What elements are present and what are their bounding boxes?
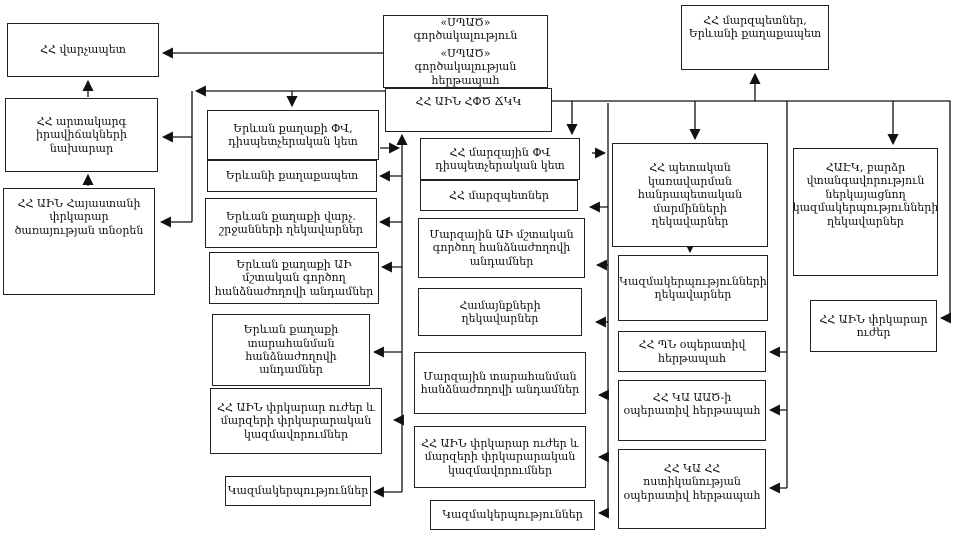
node-marz-es-commission xyxy=(418,218,585,278)
node-mes-rescue-forces-label: ՀՀ ԱԻՆ փրկարար ուժեր xyxy=(819,312,928,339)
node-yerevan-es-commission xyxy=(209,252,379,304)
node-marzpets xyxy=(420,180,578,211)
node-community-heads-label: Համայնքների ղեկավարներ xyxy=(459,298,541,325)
node-state-administration-heads xyxy=(612,143,768,247)
node-marz-dispatch-point-label: ՀՀ մարզային ՓՎ դիսպետչերական կետ xyxy=(435,145,565,172)
node-marz-es-commission-label: Մարզային ԱԻ մշտական գործող հանձնաժողովի անդամներ xyxy=(429,227,574,268)
node-yerevan-dispatch-point xyxy=(207,110,379,160)
node-crisis-management-center-label: ՀՀ ԱԻՆ ՀՓԾ ՃԿԿ xyxy=(415,95,522,108)
node-organizations-mid-label: Կազմակերպություններ xyxy=(442,508,583,522)
node-yerevan-district-heads xyxy=(205,198,377,248)
node-crisis-management-center xyxy=(385,88,552,132)
node-marzpets-and-mayor-label: ՀՀ մարզպետներ, Երևանի քաղաքապետ xyxy=(688,14,822,41)
node-npp-high-danger-org-heads-label: ՀԱԷԿ, բարձր վտանգավորություն ներկայացնող կազմակերպությունների ղեկավարներ xyxy=(792,161,939,228)
node-yerevan-dispatch-point-label: Երևան քաղաքի ՓՎ, դիսպետչերական կետ xyxy=(228,121,358,148)
node-yerevan-evacuation-commission xyxy=(212,314,370,386)
node-marz-evacuation-commission xyxy=(414,352,586,414)
node-state-administration-heads-label: ՀՀ պետական կառավարման հանրապետական մարմինների ղեկավարներ xyxy=(637,161,743,229)
node-spats-duty-label: «ՍՊԱԾ» գործակալության հերթապահ xyxy=(414,46,517,87)
node-spats-agency-label: «ՍՊԱԾ» գործակալություն xyxy=(413,15,518,43)
node-marz-dispatch-point xyxy=(420,138,580,180)
node-organization-heads xyxy=(618,255,768,321)
node-yerevan-mayor xyxy=(207,160,377,192)
node-yerevan-evacuation-commission-label: Երևան քաղաքի տարահանման հանձնաժողովի անդամներ xyxy=(243,323,339,377)
node-marz-evacuation-commission-label: Մարզային տարահանման հանձնաժողովի անդամներ xyxy=(420,369,580,396)
node-rescue-service-director xyxy=(3,188,155,295)
node-nss-operational-duty-label: ՀՀ ԿԱ ԱԱԾ-ի օպերատիվ հերթապահ xyxy=(623,391,761,418)
node-marzpets-label: ՀՀ մարզպետներ xyxy=(449,188,549,202)
node-rescue-forces-formations-mid xyxy=(414,426,586,488)
node-mes-rescue-forces xyxy=(810,300,937,352)
node-police-operational-duty xyxy=(618,449,766,529)
node-yerevan-es-commission-label: Երևան քաղաքի ԱԻ մշտական գործող հանձնաժողովի անդամներ xyxy=(214,257,374,298)
node-nss-operational-duty xyxy=(618,380,766,441)
node-organizations-mid xyxy=(430,500,595,530)
node-rescue-forces-formations-mid-label: ՀՀ ԱԻՆ փրկարար ուժեր և մարզերի փրկարարական կազմավորումներ xyxy=(421,436,579,477)
node-emergency-minister-label: ՀՀ արտակարգ իրավիճակների նախարար xyxy=(36,114,127,155)
node-yerevan-district-heads-label: Երևան քաղաքի վարչ. շրջանների ղեկավարներ xyxy=(219,209,363,236)
node-prime-minister xyxy=(7,23,159,77)
node-emergency-minister xyxy=(5,98,158,172)
node-community-heads xyxy=(418,288,582,336)
node-npp-high-danger-org-heads xyxy=(793,148,938,276)
node-prime-minister-label: ՀՀ վարչապետ xyxy=(40,43,126,57)
node-yerevan-mayor-label: Երևանի քաղաքապետ xyxy=(225,169,359,183)
node-spats-agency xyxy=(383,15,548,88)
node-rescue-forces-formations-left xyxy=(210,388,382,454)
node-mod-operational-duty-label: ՀՀ ՊՆ օպերատիվ հերթապահ xyxy=(638,338,746,365)
node-organizations-left xyxy=(225,476,371,506)
node-mod-operational-duty xyxy=(618,331,766,372)
node-rescue-forces-formations-left-label: ՀՀ ԱԻՆ փրկարար ուժեր և մարզերի փրկարարական կազմավորումներ xyxy=(217,400,375,441)
node-police-operational-duty-label: ՀՀ ԿԱ ՀՀ ոստիկանության օպերատիվ հերթապահ xyxy=(623,462,761,502)
node-organization-heads-label: Կազմակերպությունների ղեկավարներ xyxy=(619,274,767,301)
node-rescue-service-director-label: ՀՀ ԱԻՆ Հայաստանի փրկարար ծառայության տնօրեն xyxy=(14,197,144,237)
node-organizations-left-label: Կազմակերպություններ xyxy=(227,484,369,498)
node-marzpets-and-mayor xyxy=(681,5,829,70)
